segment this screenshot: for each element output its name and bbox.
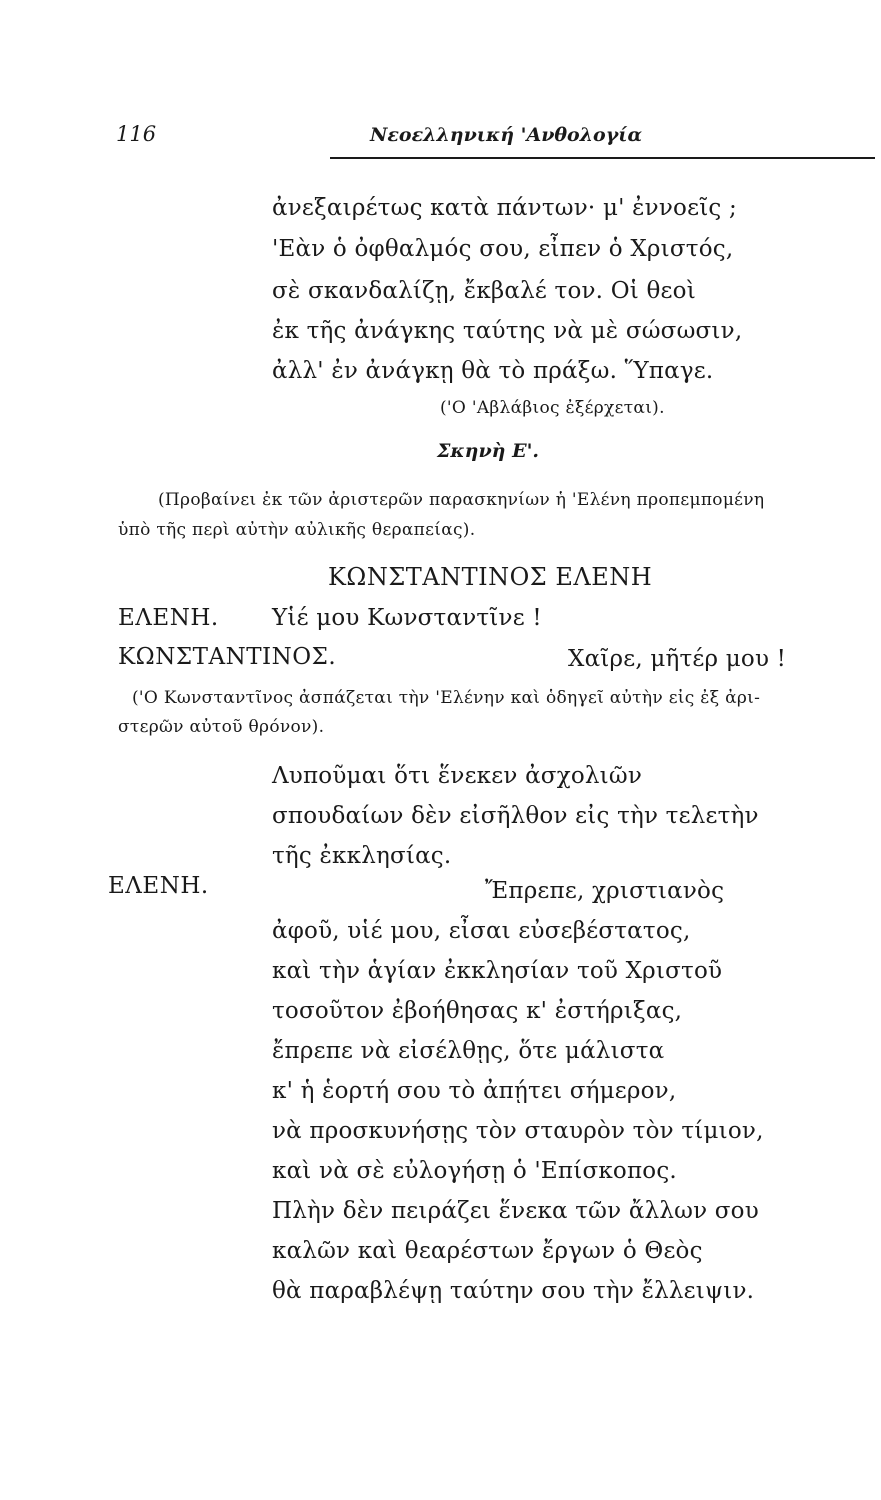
verse-line: ἀνεξαιρέτως κατὰ πάντων· μ' ἐννοεῖς ; [272, 195, 737, 221]
verse-line: ἐκ τῆς ἀνάγκης ταύτης νὰ μὲ σώσωσιν, [272, 318, 743, 344]
verse-line: Ἔπρεπε, χριστιανὸς [485, 878, 725, 904]
characters-heading: ΚΩΝΣΤΑΝΤΙΝΟΣ ΕΛΕΝΗ [328, 563, 653, 591]
page-number: 116 [116, 122, 157, 146]
verse-line: 'Εὰν ὁ ὀφθαλμός σου, εἶπεν ὁ Χριστός, [272, 236, 734, 262]
speaker-name: ΕΛΕΝΗ. [118, 605, 219, 631]
verse-line: Πλὴν δὲν πειράζει ἕνεκα τῶν ἄλλων σου [272, 1198, 759, 1224]
stage-direction-line: ('Ο Κωνσταντῖνος ἀσπάζεται τὴν 'Ελένην καὶ ὁδηγεῖ αὐτὴν εἰς ἐξ ἀρι- [132, 688, 761, 708]
scene-direction-line: ὑπὸ τῆς περὶ αὐτὴν αὐλικῆς θεραπείας). [118, 520, 476, 540]
dialogue-line: Υἱέ μου Κωνσταντῖνε ! [272, 605, 542, 631]
scene-direction-line: (Προβαίνει ἐκ τῶν ἀριστερῶν παρασκηνίων ἡ 'Ελένη προπεμπομένη [158, 490, 765, 510]
verse-line: σπουδαίων δὲν εἰσῆλθον εἰς τὴν τελετὴν [272, 803, 759, 829]
scene-title: Σκηνὴ Ε'. [437, 440, 540, 462]
verse-line: σὲ σκανδαλίζῃ, ἔκβαλέ τον. Οἱ θεοὶ [272, 278, 696, 304]
stage-direction: ('Ο 'Αβλάβιος ἐξέρχεται). [440, 398, 665, 418]
running-title: Νεοελληνική 'Ανθολογία [370, 124, 643, 146]
verse-line: τῆς ἐκκλησίας. [272, 843, 452, 869]
verse-line: ἀλλ' ἐν ἀνάγκῃ θὰ τὸ πράξω. Ὕπαγε. [272, 358, 714, 384]
speaker-name: ΕΛΕΝΗ. [108, 873, 209, 899]
verse-line: καὶ νὰ σὲ εὐλογήσῃ ὁ 'Επίσκοπος. [272, 1158, 677, 1184]
verse-line: νὰ προσκυνήσῃς τὸν σταυρὸν τὸν τίμιον, [272, 1118, 764, 1144]
verse-line: Λυποῦμαι ὅτι ἕνεκεν ἀσχολιῶν [272, 763, 643, 789]
verse-line: ἔπρεπε νὰ εἰσέλθῃς, ὅτε μάλιστα [272, 1038, 665, 1064]
verse-line: θὰ παραβλέψῃ ταύτην σου τὴν ἔλλειψιν. [272, 1278, 755, 1304]
verse-line: τοσοῦτον ἐβοήθησας κ' ἐστήριξας, [272, 998, 683, 1024]
header-rule [330, 157, 875, 159]
verse-line: καλῶν καὶ θεαρέστων ἔργων ὁ Θεὸς [272, 1238, 703, 1264]
dialogue-line: Χαῖρε, μῆτέρ μου ! [568, 646, 787, 672]
verse-line: ἀφοῦ, υἱέ μου, εἶσαι εὐσεβέστατος, [272, 918, 691, 944]
verse-line: κ' ἡ ἑορτή σου τὸ ἀπῄτει σήμερον, [272, 1078, 677, 1104]
verse-line: καὶ τὴν ἁγίαν ἐκκλησίαν τοῦ Χριστοῦ [272, 958, 723, 984]
stage-direction-line: στερῶν αὐτοῦ θρόνον). [118, 717, 325, 737]
speaker-name: ΚΩΝΣΤΑΝΤΙΝΟΣ. [118, 644, 337, 670]
